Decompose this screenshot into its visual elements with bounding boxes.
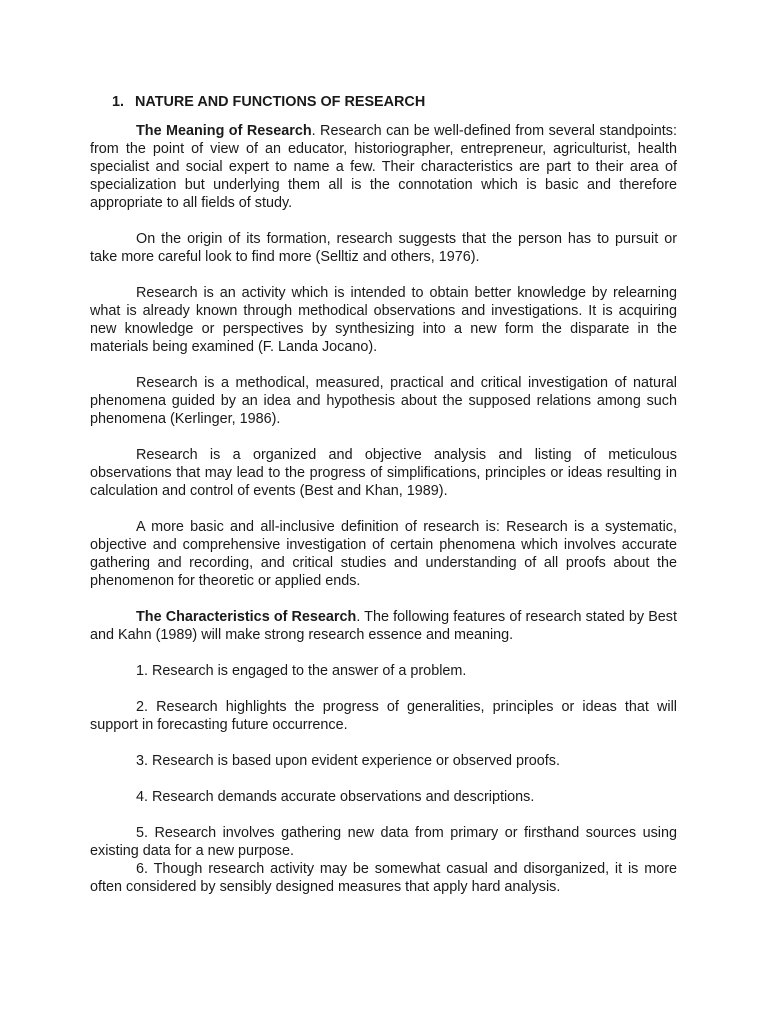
paragraph-organized: Research is a organized and objective analysis and listing of meticulous observations that may lead to the progress of simplifications, principles or ideas resulting in calculation and control of events (Best and Khan, 1989). [90,447,677,499]
paragraph-origin: On the origin of its formation, research suggests that the person has to pursuit or take more careful look to find more (Selltiz and others, 1976). [90,231,677,265]
document-page [90,93,677,896]
list-item: 2. Research highlights the progress of generalities, principles or ideas that will support in forecasting future occurrence. [90,699,677,733]
paragraph-definition: A more basic and all-inclusive definition of research is: Research is a systematic, objective and comprehensive investigation of certain phenomena which involves accurate gathering and recording, and critical studies and understanding of all proofs about the phenomenon for theoretic or applied ends. [90,519,677,589]
characteristics-text: . The following features of research stated by Best and Kahn (1989) will make strong research essence and meaning. [90,609,678,643]
meaning-lead: The Meaning of Research [136,123,312,139]
section-heading [112,93,677,111]
characteristics-paragraph [90,608,677,644]
list-item: 1. Research is engaged to the answer of a problem. [136,663,467,679]
list-item: 6. Though research activity may be somewhat casual and disorganized, it is more often considered by sensibly designed measures that apply hard analysis. [90,861,677,895]
meaning-paragraph [90,122,677,212]
section-title: NATURE AND FUNCTIONS OF RESEARCH [135,94,426,110]
paragraph-activity: Research is an activity which is intended to obtain better knowledge by relearning what is already known through methodical observations and investigations. It is acquiring new knowledge or perspectives by synthesizing into a new form the disparate in the materials being examined (F. Landa Jocano). [90,285,677,355]
characteristics-lead: The Characteristics of Research [136,609,357,625]
list-item: 5. Research involves gathering new data from primary or firsthand sources using existing data for a new purpose. [90,825,677,859]
paragraph-methodical: Research is a methodical, measured, practical and critical investigation of natural phenomena guided by an idea and hypothesis about the supposed relations among such phenomena (Kerlinger, 1986). [90,375,677,427]
list-item: 3. Research is based upon evident experience or observed proofs. [136,753,560,769]
meaning-text: . Research can be well-defined from several standpoints: from the point of view of an educator, historiographer, entrepreneur, agriculturist, health specialist and social expert to name a few. Their characteristics are part to their area of specialization but underlying them all is the connotation which is basic and therefore appropriate to all fields of study. [90,123,677,211]
list-item: 4. Research demands accurate observations and descriptions. [136,789,535,805]
section-number: 1. [112,94,125,110]
